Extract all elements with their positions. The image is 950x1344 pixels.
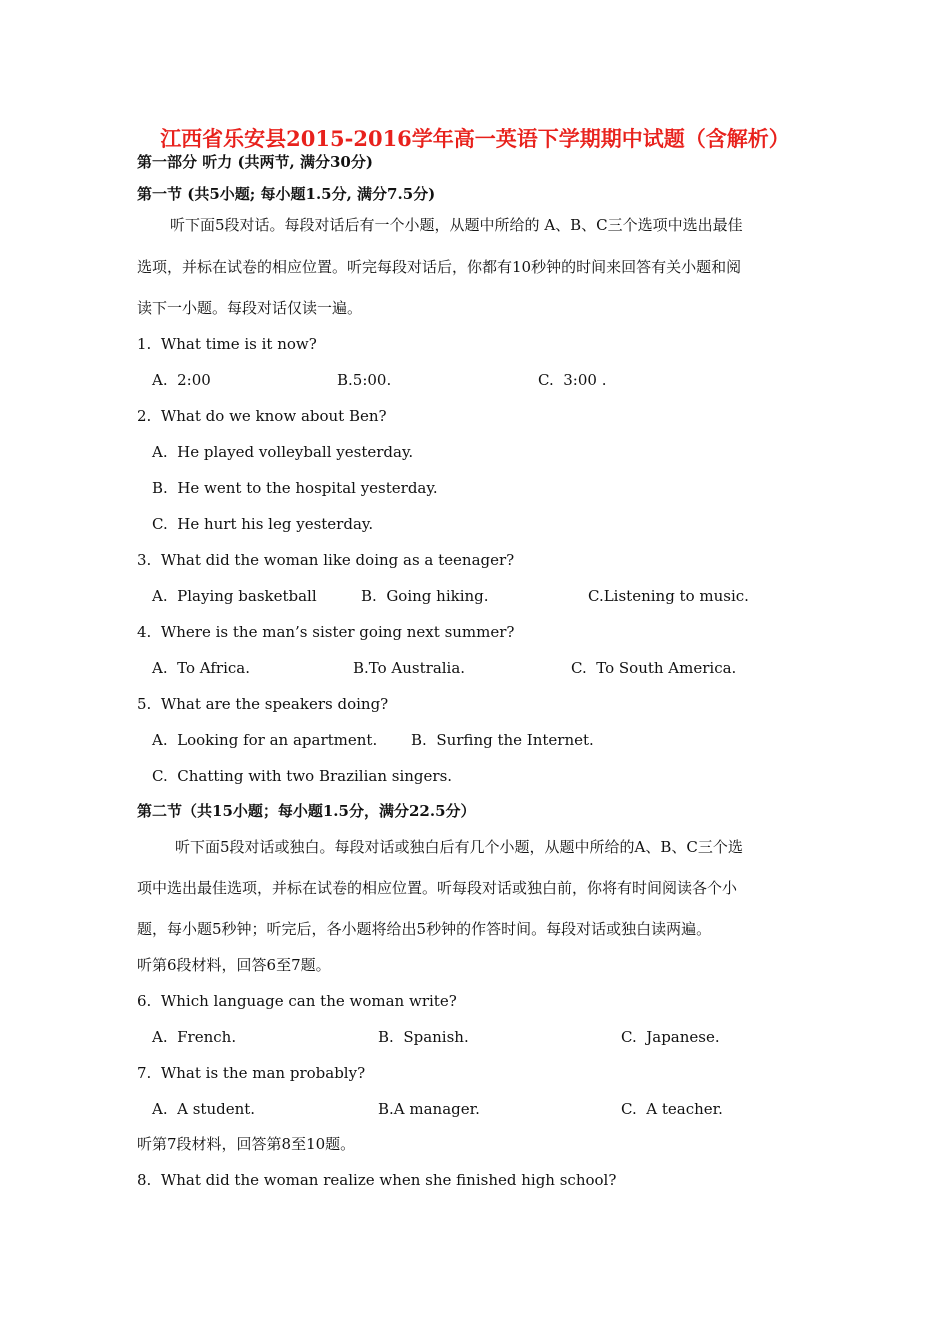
question-2-option-a: A. He played volleyball yesterday. bbox=[152, 443, 414, 461]
section1-instruction-line: 选项，并标在试卷的相应位置。听完每段对话后，你都有10秒钟的时间来回答有关小题和阅 bbox=[137, 258, 742, 276]
question-6-stem: 6. Which language can the woman write? bbox=[137, 992, 457, 1010]
question-3-stem: 3. What did the woman like doing as a teenager? bbox=[137, 551, 515, 569]
question-1-option-c: C. 3:00 . bbox=[538, 371, 607, 389]
section2-instruction-line: 题，每小题5秒钟；听完后，各小题将给出5秒钟的作答时间。每段对话或独白读两遍。 bbox=[137, 920, 712, 938]
question-2-stem: 2. What do we know about Ben? bbox=[137, 407, 387, 425]
question-4-option-b: B.To Australia. bbox=[353, 659, 466, 677]
question-5-stem: 5. What are the speakers doing? bbox=[137, 695, 389, 713]
question-7-option-b: B.A manager. bbox=[378, 1100, 480, 1118]
question-5-option-a: A. Looking for an apartment. bbox=[152, 731, 378, 749]
question-3-option-c: C.Listening to music. bbox=[588, 587, 749, 605]
question-7-stem: 7. What is the man probably? bbox=[137, 1064, 366, 1082]
question-3-option-b: B. Going hiking. bbox=[361, 587, 489, 605]
question-1-option-b: B.5:00. bbox=[337, 371, 392, 389]
question-1-stem: 1. What time is it now? bbox=[137, 335, 317, 353]
section2-instruction-line: 项中选出最佳选项，并标在试卷的相应位置。听每段对话或独白前，你将有时间阅读各个小 bbox=[137, 879, 738, 897]
question-7-option-a: A. A student. bbox=[152, 1100, 256, 1118]
section1-instruction-line: 听下面5段对话。每段对话后有一个小题，从题中所给的 A、B、C三个选项中选出最佳 bbox=[170, 216, 743, 234]
question-6-option-c: C. Japanese. bbox=[621, 1028, 720, 1046]
question-4-option-a: A. To Africa. bbox=[152, 659, 250, 677]
section1-instruction-line: 读下一小题。每段对话仅读一遍。 bbox=[137, 299, 363, 317]
section2-instruction-line: 听下面5段对话或独白。每段对话或独白后有几个小题，从题中所给的A、B、C三个选 bbox=[175, 838, 743, 856]
document-title: 江西省乐安县2015-2016学年高一英语下学期期中试题（含解析） bbox=[160, 126, 790, 151]
part1-heading: 第一部分 听力 (共两节, 满分30分) bbox=[137, 153, 373, 171]
question-3-option-a: A. Playing basketball bbox=[152, 587, 317, 605]
question-5-option-b: B. Surfing the Internet. bbox=[411, 731, 594, 749]
question-2-option-c: C. He hurt his leg yesterday. bbox=[152, 515, 374, 533]
section1-heading: 第一节 (共5小题; 每小题1.5分, 满分7.5分) bbox=[137, 185, 436, 203]
question-5-option-c: C. Chatting with two Brazilian singers. bbox=[152, 767, 453, 785]
question-4-stem: 4. Where is the man’s sister going next summer? bbox=[137, 623, 515, 641]
question-2-option-b: B. He went to the hospital yesterday. bbox=[152, 479, 438, 497]
question-7-option-c: C. A teacher. bbox=[621, 1100, 723, 1118]
material-6-note: 听第6段材料，回答6至7题。 bbox=[137, 956, 331, 974]
question-1-option-a: A. 2:00 bbox=[152, 371, 211, 389]
question-6-option-a: A. French. bbox=[152, 1028, 237, 1046]
material-7-note: 听第7段材料，回答第8至10题。 bbox=[137, 1135, 356, 1153]
question-6-option-b: B. Spanish. bbox=[378, 1028, 469, 1046]
section2-heading: 第二节（共15小题；每小题1.5分，满分22.5分） bbox=[137, 802, 476, 820]
question-4-option-c: C. To South America. bbox=[571, 659, 737, 677]
question-8-stem: 8. What did the woman realize when she finished high school? bbox=[137, 1171, 617, 1189]
